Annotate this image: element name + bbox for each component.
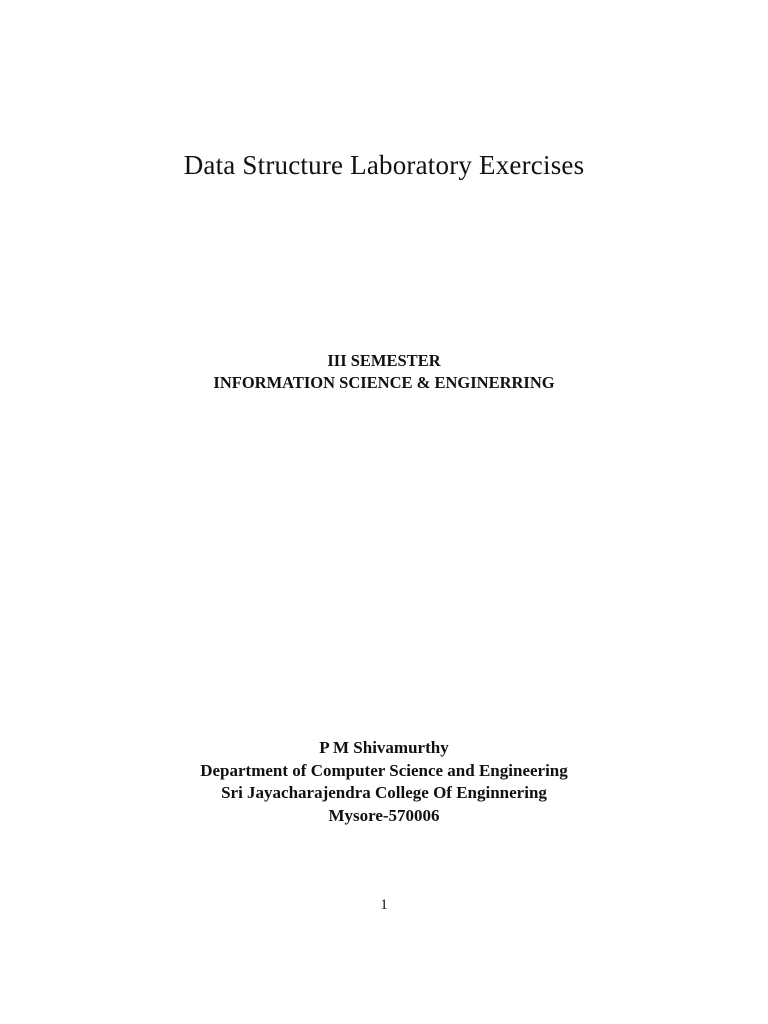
author-city: Mysore-570006 — [328, 805, 440, 825]
author-name: P M Shivamurthy — [319, 738, 449, 757]
author-college: Sri Jayacharajendra College Of Enginnering — [221, 783, 547, 802]
semester-label: III SEMESTER — [327, 351, 441, 370]
author-block — [0, 737, 768, 827]
author-department: Department of Computer Science and Engineering — [200, 760, 568, 780]
semester-block — [0, 350, 768, 394]
page-number: 1 — [380, 897, 388, 913]
branch-label: INFORMATION SCIENCE & ENGINERRING — [213, 373, 555, 392]
document-title: Data Structure Laboratory Exercises — [183, 150, 585, 180]
